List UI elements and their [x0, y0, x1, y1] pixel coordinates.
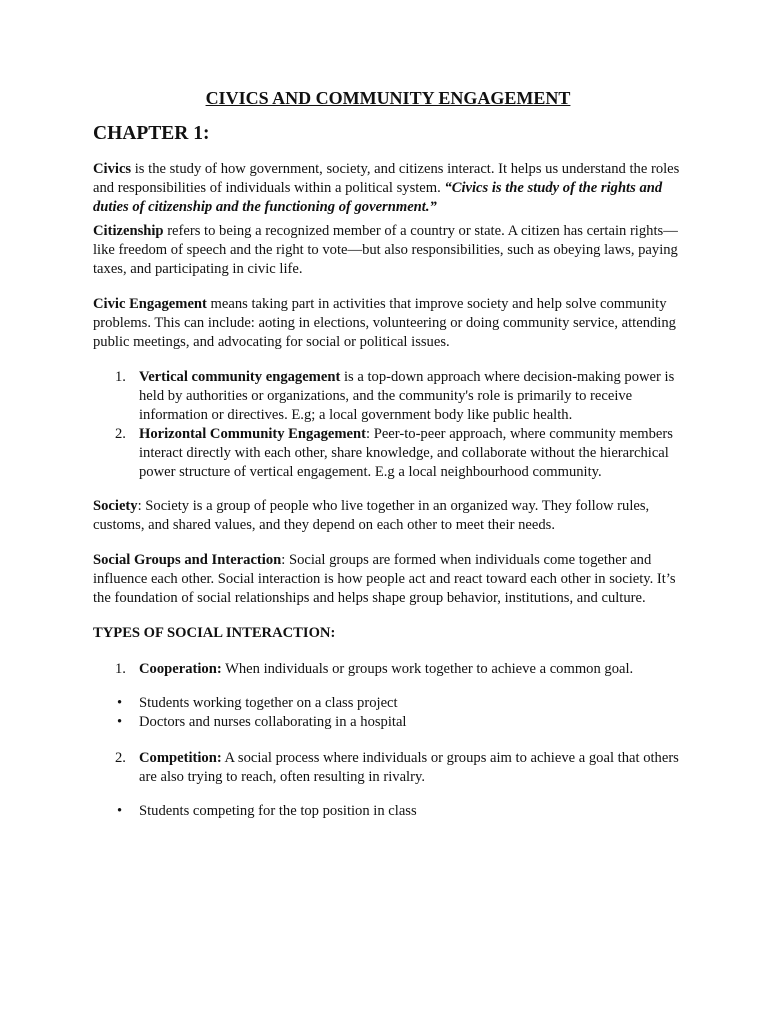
competition-term: Competition:: [139, 750, 222, 766]
cooperation-text: When individuals or groups work together to achieve a common goal.: [221, 661, 634, 677]
citizenship-text: refers to being a recognized member of a country or state. A citizen has certain rights—like freedom of speech and the right to vote—but also responsibilities, such as obeying laws, paying taxes, and participating in civic life.: [93, 223, 678, 277]
social-interaction-heading: TYPES OF SOCIAL INTERACTION:: [93, 625, 336, 641]
society-term: Society: [93, 498, 138, 514]
civic-engagement-paragraph: [93, 295, 683, 352]
list-marker: 2.: [115, 750, 126, 766]
cooperation-examples: [93, 694, 683, 732]
competition-examples: [93, 802, 683, 821]
society-text: : Society is a group of people who live together in an organized way. They follow rules, customs, and shared values, and they depend on each other to meet their needs.: [93, 498, 650, 533]
bullet-icon: •: [117, 714, 123, 730]
social-groups-paragraph: [93, 551, 683, 608]
civics-term: Civics: [93, 161, 132, 177]
horizontal-engagement-term: Horizontal Community Engagement: [139, 426, 367, 442]
chapter-heading: CHAPTER 1:: [93, 123, 210, 144]
list-item: [93, 749, 683, 787]
bullet-icon: •: [117, 695, 123, 711]
cooperation-list: [93, 660, 683, 679]
vertical-engagement-text: is a top-down approach where decision-making power is held by authorities or organizations, and the community's role is primarily to receive information or directives. E.g; a local government body like public health.: [139, 369, 675, 423]
competition-text: A social process where individuals or groups aim to achieve a goal that others are also trying to reach, often resulting in rivalry.: [139, 750, 679, 785]
cooperation-term: Cooperation:: [139, 661, 222, 677]
list-item: [93, 713, 683, 732]
list-item: [93, 425, 683, 482]
engagement-types-list: [93, 368, 683, 482]
civic-engagement-term: Civic Engagement: [93, 296, 207, 312]
document-page: [93, 86, 683, 838]
document-title: CIVICS AND COMMUNITY ENGAGEMENT: [205, 88, 571, 108]
social-groups-term: Social Groups and Interaction: [93, 552, 282, 568]
citizenship-paragraph: [93, 222, 683, 279]
list-item: [93, 802, 683, 821]
list-item: [93, 694, 683, 713]
example-text: Doctors and nurses collaborating in a hospital: [139, 714, 407, 730]
competition-list: [93, 749, 683, 787]
social-groups-text: : Social groups are formed when individuals come together and influence each other. Social interaction is how people act and react toward each other in society. It’s the foundation of social relationships and helps shape group behavior, institutions, and culture.: [93, 552, 676, 606]
civic-engagement-text: means taking part in activities that improve society and help solve community problems. This can include: aoting in elections, volunteering or doing community service, attending public meetings, and advocating for social or political issues.: [93, 296, 676, 350]
list-marker: 1.: [115, 369, 126, 385]
civics-text: is the study of how government, society, and citizens interact. It helps us understand the roles and responsibilities of individuals within a political system.: [93, 161, 680, 196]
list-item: [93, 660, 683, 679]
vertical-engagement-term: Vertical community engagement: [139, 369, 341, 385]
example-text: Students competing for the top position in class: [139, 803, 417, 819]
society-paragraph: [93, 497, 683, 535]
example-text: Students working together on a class project: [139, 695, 398, 711]
civics-paragraph: [93, 160, 683, 217]
horizontal-engagement-text: : Peer-to-peer approach, where community members interact directly with each other, share knowledge, and collaborate without the hierarchical power structure of vertical engagement. E.g a local neighbourhood community.: [139, 426, 673, 480]
citizenship-term: Citizenship: [93, 223, 164, 239]
list-marker: 1.: [115, 661, 126, 677]
list-item: [93, 368, 683, 425]
bullet-icon: •: [117, 803, 123, 819]
list-marker: 2.: [115, 426, 126, 442]
civics-quote: “Civics is the study of the rights and duties of citizenship and the functioning of government.”: [93, 180, 663, 215]
